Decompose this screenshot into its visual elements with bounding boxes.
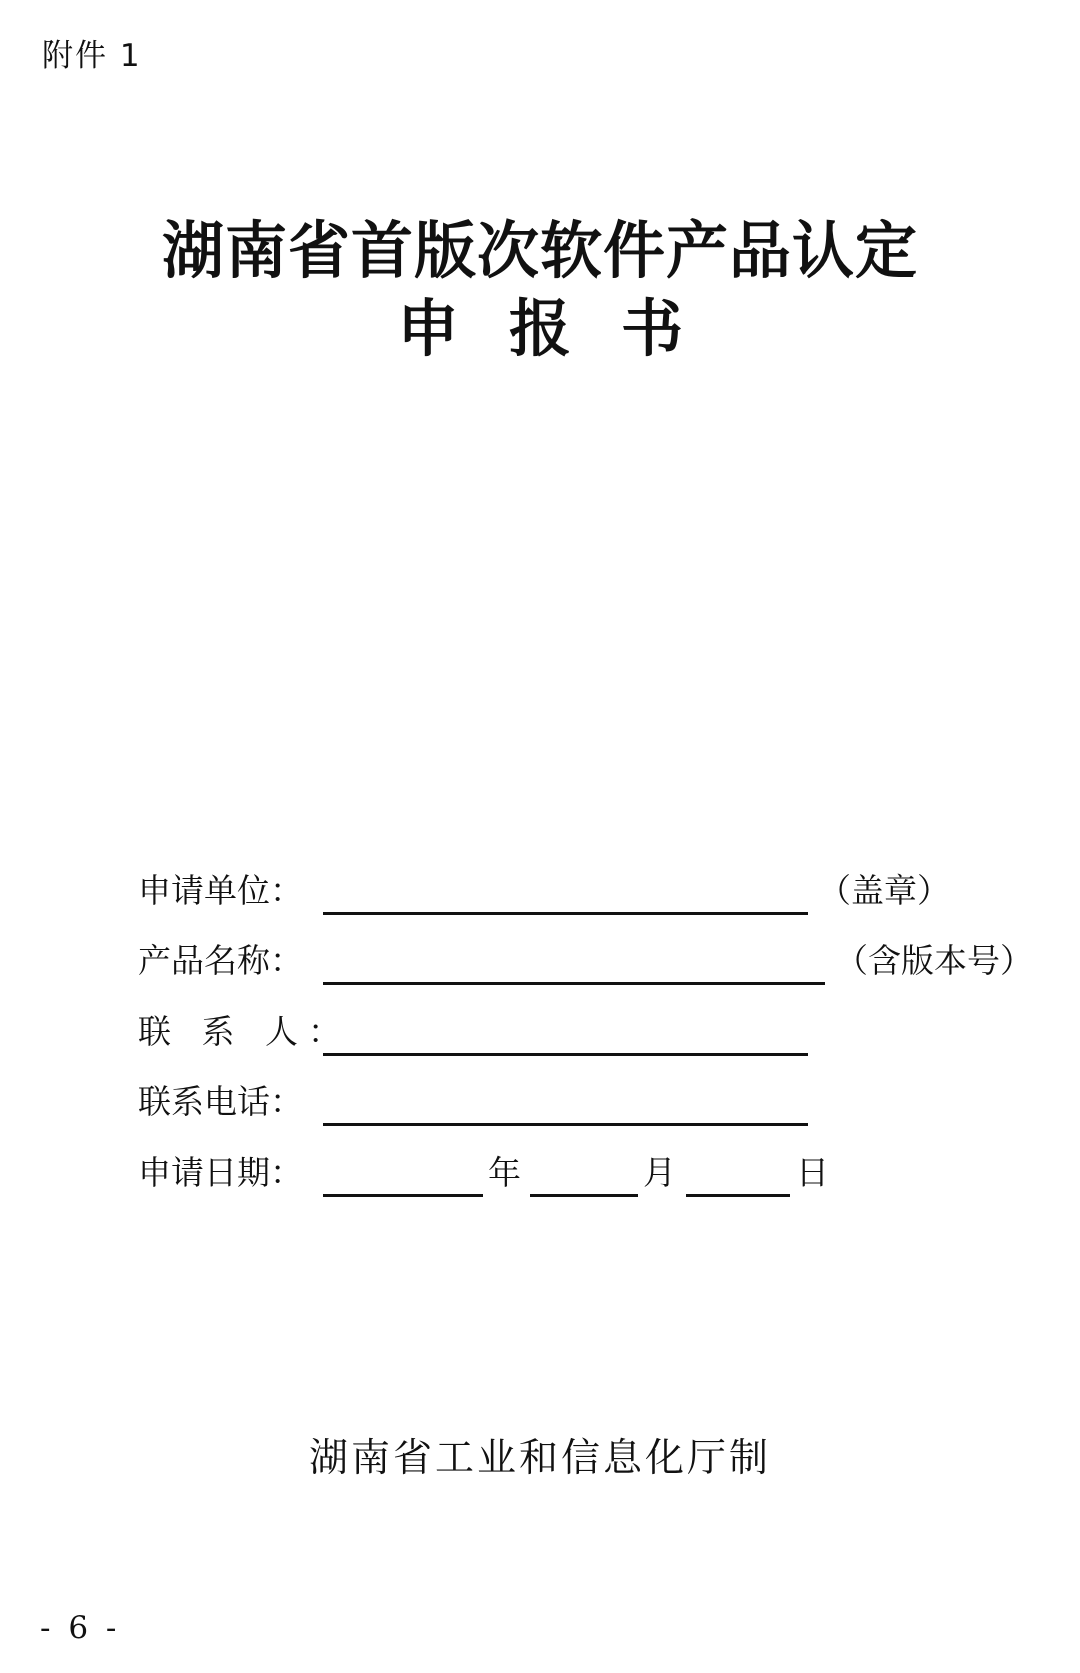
title-line-2: 申报书 [396, 292, 733, 365]
document-title [0, 212, 1080, 368]
seal-note: （盖章） [818, 871, 950, 910]
applicant-label: 申请单位： [138, 871, 303, 910]
contact-field[interactable] [323, 1053, 808, 1056]
contact-label: 联 系 人： [138, 1012, 351, 1051]
product-field[interactable] [323, 982, 825, 985]
year-unit: 年 [488, 1153, 521, 1192]
month-unit: 月 [643, 1153, 676, 1192]
title-line-1: 湖南省首版次软件产品认定 [161, 214, 918, 287]
phone-field[interactable] [323, 1123, 808, 1126]
product-label: 产品名称： [138, 941, 303, 980]
date-label: 申请日期： [138, 1153, 303, 1192]
month-field[interactable] [530, 1194, 638, 1197]
day-unit: 日 [796, 1153, 829, 1192]
year-field[interactable] [323, 1194, 483, 1197]
applicant-field[interactable] [323, 912, 808, 915]
phone-label: 联系电话： [138, 1082, 303, 1121]
attachment-label: 附件 1 [42, 38, 142, 74]
page-number: - 6 - [40, 1610, 121, 1646]
day-field[interactable] [686, 1194, 790, 1197]
version-note: （含版本号） [835, 941, 1033, 980]
issuer-line: 湖南省工业和信息化厅制 [308, 1436, 771, 1481]
